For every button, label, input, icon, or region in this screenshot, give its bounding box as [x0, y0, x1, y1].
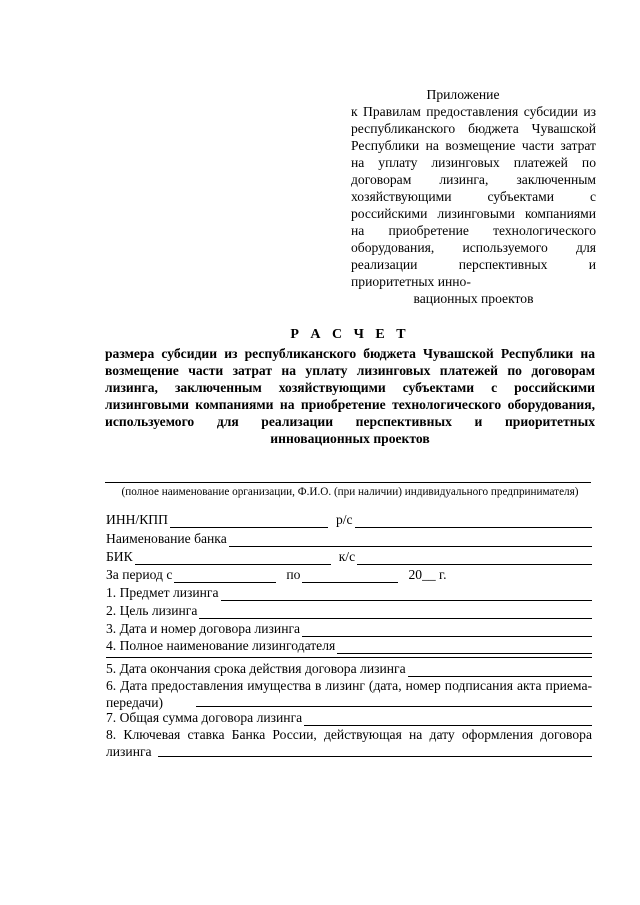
document-heading	[105, 326, 595, 447]
ks-field[interactable]	[357, 552, 592, 565]
period-from-field[interactable]	[174, 570, 276, 583]
appendix-text-last: вационных проектов	[413, 291, 534, 306]
item1-row	[106, 584, 592, 601]
rs-label: р/с	[335, 512, 353, 527]
bik-label: БИК	[106, 549, 133, 564]
inn-label: ИНН/КПП	[106, 512, 168, 527]
appendix-title: Приложение	[426, 87, 500, 102]
inn-row	[106, 511, 592, 528]
item1-field[interactable]	[221, 588, 592, 601]
item6-label: 6. Дата предоставления имущества в лизинг (дата, номер подписания акта приема-передачи)	[106, 678, 592, 710]
bank-row	[106, 530, 592, 547]
item4-label: 4. Полное наименование лизингодателя	[106, 638, 336, 653]
document-title: Р А С Ч Е Т	[290, 327, 410, 342]
ks-label: к/с	[338, 549, 356, 564]
bank-label: Наименование банка	[106, 531, 227, 546]
appendix-text: к Правилам предоставления субсидии из республиканского бюджета Чувашской Республики на возмещение части затрат на уплату лизинговых платежей по договорам лизинга, заключенным хозяйствующими субъектами с российскими лизинговыми компаниями на приобретение технологического оборудования, используемого для реализации перспективных и приоритетных инно-	[351, 104, 596, 289]
organization-caption: (полное наименование организации, Ф.И.О. (при наличии) индивидуального предпринимателя)	[121, 486, 579, 498]
item5-label: 5. Дата окончания срока действия договора лизинга	[106, 661, 406, 676]
document-subtitle: размера субсидии из республиканского бюджета Чувашской Республики на возмещение части затрат на уплату лизинговых платежей по договорам лизинга, заключенным хозяйствующими субъектами с российскими лизинговыми компаниями на приобретение технологического оборудования, используемого для реализации перспективных и приоритетных инновационных проектов	[105, 346, 595, 446]
item2-label: 2. Цель лизинга	[106, 603, 198, 618]
item4-extra-line[interactable]	[106, 657, 592, 658]
item8-row	[106, 726, 592, 760]
item4-row	[106, 637, 592, 654]
item4-field[interactable]	[337, 641, 592, 654]
item3-field[interactable]	[302, 624, 592, 637]
item2-field[interactable]	[199, 606, 592, 619]
inn-field[interactable]	[170, 515, 328, 528]
item2-row	[106, 602, 592, 619]
item5-field[interactable]	[408, 664, 592, 677]
bik-row	[106, 548, 592, 565]
item3-row	[106, 620, 592, 637]
item3-label: 3. Дата и номер договора лизинга	[106, 621, 301, 636]
period-row	[106, 566, 466, 583]
item1-label: 1. Предмет лизинга	[106, 585, 219, 600]
item8-field[interactable]	[158, 756, 592, 757]
item6-field[interactable]	[196, 706, 592, 707]
organization-name-field[interactable]	[105, 482, 591, 483]
item8-label: 8. Ключевая ставка Банка России, действующая на дату оформления договора лизинга	[106, 727, 592, 759]
bank-field[interactable]	[229, 534, 592, 547]
period-from-label: За период с	[106, 567, 173, 582]
item7-row	[106, 709, 592, 726]
item5-row	[106, 660, 592, 677]
item7-field[interactable]	[304, 713, 592, 726]
period-year[interactable]: 20__ г.	[408, 567, 447, 582]
bik-field[interactable]	[135, 552, 331, 565]
item7-label: 7. Общая сумма договора лизинга	[106, 710, 303, 725]
period-to-label: по	[286, 567, 301, 582]
period-to-field[interactable]	[302, 570, 398, 583]
appendix-block	[351, 86, 596, 307]
rs-field[interactable]	[355, 515, 592, 528]
